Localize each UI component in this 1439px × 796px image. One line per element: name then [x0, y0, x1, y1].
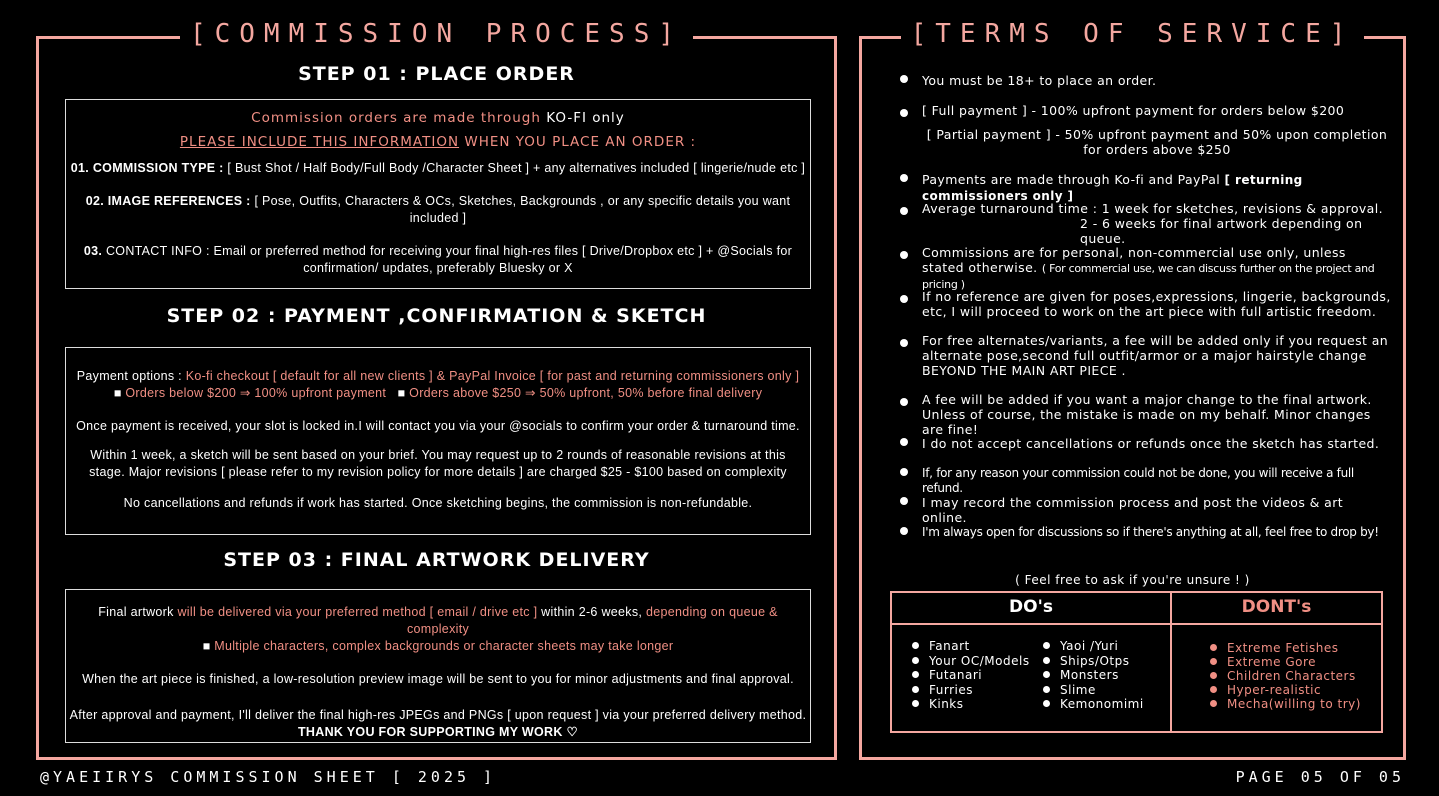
tos-item-text: A fee will be added if you want a major change to the final artwork. Unless of course, the mistake is made on my behalf. Minor changes are fine! [922, 392, 1372, 437]
square-bullet-icon: ■ [397, 386, 406, 400]
dos-item [1043, 639, 1118, 654]
tos-item-text: I may record the commission process and post the videos & art online. [922, 495, 1344, 525]
commission-type-label: 01. COMMISSION TYPE : [70, 161, 228, 175]
bullet-icon [912, 686, 919, 693]
payment-options [66, 368, 810, 385]
dos-item [912, 639, 970, 654]
final-artwork-b: will be delivered via your preferred method [ email / drive etc ] [177, 605, 538, 619]
include-info-b: WHEN YOU PLACE AN ORDER : [459, 134, 697, 150]
header-divider [892, 623, 1381, 625]
terms-of-service-panel [859, 19, 1406, 760]
step-02-box [65, 347, 811, 535]
dos-item [912, 697, 964, 712]
tos-item-7 [922, 333, 1392, 378]
dos-item [1043, 683, 1096, 698]
square-bullet-icon: ■ [113, 386, 122, 400]
bullet-icon [1043, 657, 1050, 664]
bullet-icon [1210, 686, 1217, 693]
contact-info-text: CONTACT INFO : Email or preferred method for receiving your final high-res files [ Drive/Dropbox etc ] + @Socials for confirmation/ updates, preferably Bluesky or X [102, 244, 793, 275]
bullet-icon [1210, 644, 1217, 651]
bullet-icon [900, 438, 908, 446]
tos-item-text: Average turnaround time : 1 week for sketches, revisions & approval. [922, 201, 1383, 216]
donts-item-label: Extreme Gore [1227, 655, 1317, 669]
tos-item-1 [922, 73, 1392, 88]
no-refunds-text: No cancellations and refunds if work has started. Once sketching begins, the commission is non-refundable. [123, 496, 753, 510]
final-artwork-c: within 2-6 weeks, [537, 605, 646, 619]
payment-options-text: Ko-fi checkout [ default for all new clients ] & PayPal Invoice [ for past and returning commissioners only ] [185, 369, 800, 383]
tos-item-text: You must be 18+ to place an order. [922, 73, 1157, 88]
image-references-label: 02. IMAGE REFERENCES : [85, 194, 255, 208]
commission-type-text: [ Bust Shot / Half Body/Full Body /Character Sheet ] + any alternatives included [ lingerie/nude etc ] [227, 161, 806, 175]
dos-item [1043, 697, 1144, 712]
dos-item-label: Ships/Otps [1060, 653, 1130, 668]
dos-item-label: Slime [1060, 682, 1096, 697]
tos-item-text: Commissions are for personal, non-commercial use only, unless stated otherwise. [922, 245, 1346, 275]
commission-process-title-wrap [39, 19, 834, 49]
dos-donts-table [890, 591, 1383, 733]
tos-item-text: I do not accept cancellations or refunds once the sketch has started. [922, 436, 1380, 451]
bullet-icon [900, 251, 908, 259]
tos-item-text: I'm always open for discussions so if there's anything at all, feel free to drop by! [922, 525, 1379, 539]
commission-process-panel [36, 19, 837, 760]
bullet-icon [1210, 700, 1217, 707]
ask-note: ( Feel free to ask if you're unsure ! ) [1015, 573, 1250, 587]
donts-item [1210, 683, 1321, 698]
bullet-icon [1043, 700, 1050, 707]
bullet-icon [912, 657, 919, 664]
kofi-line [66, 110, 810, 126]
thank-you-text: THANK YOU FOR SUPPORTING MY WORK ♡ [298, 725, 578, 739]
dos-item [1043, 668, 1119, 683]
dos-item-label: Fanart [929, 639, 970, 653]
tos-item-text-note: ( For commercial use, we can discuss further on the project and pricing ) [922, 262, 1375, 291]
bullet-icon [900, 174, 908, 182]
donts-heading: DONT's [1241, 597, 1312, 617]
tos-item-10 [922, 466, 1392, 496]
bullet-icon [1210, 658, 1217, 665]
tos-item-text: Payments are made through Ko-fi and PayPal [922, 172, 1221, 187]
dos-item-label: Your OC/Models [929, 653, 1030, 668]
footer-page-number: PAGE 05 OF 05 [1235, 768, 1405, 786]
bullet-icon [900, 339, 908, 347]
footer-sheet-title: @YAEIIRYS COMMISSION SHEET [ 2025 ] [40, 768, 497, 786]
tos-item-2 [922, 103, 1392, 118]
final-artwork-a: Final artwork [98, 605, 178, 619]
tos-item-11 [922, 495, 1392, 525]
tos-item-text: If, for any reason your commission could not be done, you will receive a full refund. [922, 466, 1354, 495]
step-01-title: STEP 01 : PLACE ORDER [298, 63, 575, 85]
tos-item-3 [922, 172, 1392, 204]
donts-item [1210, 669, 1356, 684]
tos-item-text: If no reference are given for poses,expressions, lingerie, backgrounds, etc, I will proceed to work on the art piece with full artistic freedom. [922, 289, 1391, 319]
kofi-line-b: KO-FI only [546, 110, 625, 126]
bullet-icon [1043, 686, 1050, 693]
multiple-characters-text: Multiple characters, complex backgrounds or character sheets may take longer [214, 639, 674, 653]
bullet-icon [900, 109, 908, 117]
dos-item-label: Kemonomimi [1060, 697, 1144, 711]
include-info-line [66, 134, 810, 150]
donts-item [1210, 655, 1316, 670]
dos-item [1043, 654, 1130, 669]
payment-received-text: Once payment is received, your slot is locked in.I will contact you via your @socials to confirm your order & turnaround time. [76, 419, 800, 433]
tos-item-6 [922, 289, 1392, 319]
bullet-icon [1043, 671, 1050, 678]
square-bullet-icon: ■ [202, 639, 211, 653]
order-thresholds [66, 385, 810, 402]
tos-item-text-bold: [ returning commissioners only ] [922, 173, 1303, 203]
tos-item-12 [922, 525, 1392, 540]
tos-item-8 [922, 392, 1392, 437]
tos-item-5 [922, 245, 1392, 292]
dos-heading: DO's [1009, 597, 1053, 617]
donts-item-label: Hyper-realistic [1227, 683, 1322, 697]
tos-item-text: [ Partial payment ] - 50% upfront payment and 50% upon completion for orders above $250 [926, 127, 1388, 157]
tos-title: [TERMS OF SERVICE] [901, 19, 1365, 49]
donts-item-label: Extreme Fetishes [1227, 641, 1339, 655]
bullet-icon [900, 207, 908, 215]
tos-item-9 [922, 436, 1392, 451]
payment-options-label: Payment options : [76, 369, 186, 383]
dos-item-label: Furries [929, 682, 973, 697]
bullet-icon [900, 527, 908, 535]
bullet-icon [900, 497, 908, 505]
tos-item-text: [ Full payment ] - 100% upfront payment for orders below $200 [922, 103, 1345, 118]
bullet-icon [912, 642, 919, 649]
include-info-a: PLEASE INCLUDE THIS INFORMATION [179, 134, 460, 150]
bullet-icon [900, 75, 908, 83]
tos-item-2b [922, 127, 1392, 157]
delivery-text: After approval and payment, I'll deliver the final high-res JPEGs and PNGs [ upon request ] via your preferred delivery method. [69, 708, 807, 722]
step-03-box [65, 589, 811, 743]
multiple-characters-line [66, 638, 810, 655]
image-references-item [66, 193, 810, 227]
dos-item-label: Yaoi /Yuri [1060, 639, 1119, 653]
donts-item-label: Children Characters [1227, 669, 1356, 683]
commission-process-title: [COMMISSION PROCESS] [180, 19, 693, 49]
bullet-icon [1043, 642, 1050, 649]
tos-item-text: For free alternates/variants, a fee will be added only if you request an alternate pose,second full outfit/armor or a major hairstyle change BEYOND THE MAIN ART PIECE . [922, 333, 1389, 378]
dos-item [912, 654, 1030, 669]
orders-below: Orders below $200 ⇒ 100% upfront payment [125, 386, 387, 400]
contact-info-item [66, 243, 810, 277]
donts-item [1210, 697, 1361, 712]
kofi-line-a: Commission orders are made through [251, 110, 547, 126]
dos-item [912, 668, 982, 683]
donts-item-label: Mecha(willing to try) [1227, 697, 1361, 711]
step-03-title: STEP 03 : FINAL ARTWORK DELIVERY [223, 549, 650, 571]
commission-type-item [66, 160, 810, 177]
dos-item-label: Kinks [929, 697, 964, 711]
step-01-box [65, 99, 811, 289]
bullet-icon [900, 468, 908, 476]
dos-item-label: Futanari [929, 668, 983, 682]
dos-item-label: Monsters [1060, 668, 1119, 682]
bullet-icon [912, 700, 919, 707]
bullet-icon [1210, 672, 1217, 679]
preview-text: When the art piece is finished, a low-resolution preview image will be sent to you for minor adjustments and final approval. [82, 672, 794, 686]
sketch-text: Within 1 week, a sketch will be sent based on your brief. You may request up to 2 rounds of reasonable revisions at this stage. Major revisions [ please refer to my revision policy for more details ] are charged $25 - $100 based on complexity [89, 448, 787, 479]
contact-info-label: 03. [83, 244, 103, 258]
bullet-icon [912, 671, 919, 678]
bullet-icon [900, 295, 908, 303]
final-artwork-d: depending on queue & complexity [406, 605, 778, 636]
image-references-text: [ Pose, Outfits, Characters & OCs, Sketches, Backgrounds , or any specific details you want included ] [254, 194, 791, 225]
tos-item-text-2: 2 - 6 weeks for final artwork depending on queue. [1080, 216, 1363, 246]
orders-above: Orders above $250 ⇒ 50% upfront, 50% before final delivery [409, 386, 763, 400]
tos-title-wrap [862, 19, 1403, 49]
bullet-icon [900, 398, 908, 406]
tos-item-4 [922, 201, 1392, 246]
step-02-title: STEP 02 : PAYMENT ,CONFIRMATION & SKETCH [166, 305, 707, 327]
final-artwork-line [66, 604, 810, 638]
donts-item [1210, 641, 1339, 656]
dos-item [912, 683, 973, 698]
